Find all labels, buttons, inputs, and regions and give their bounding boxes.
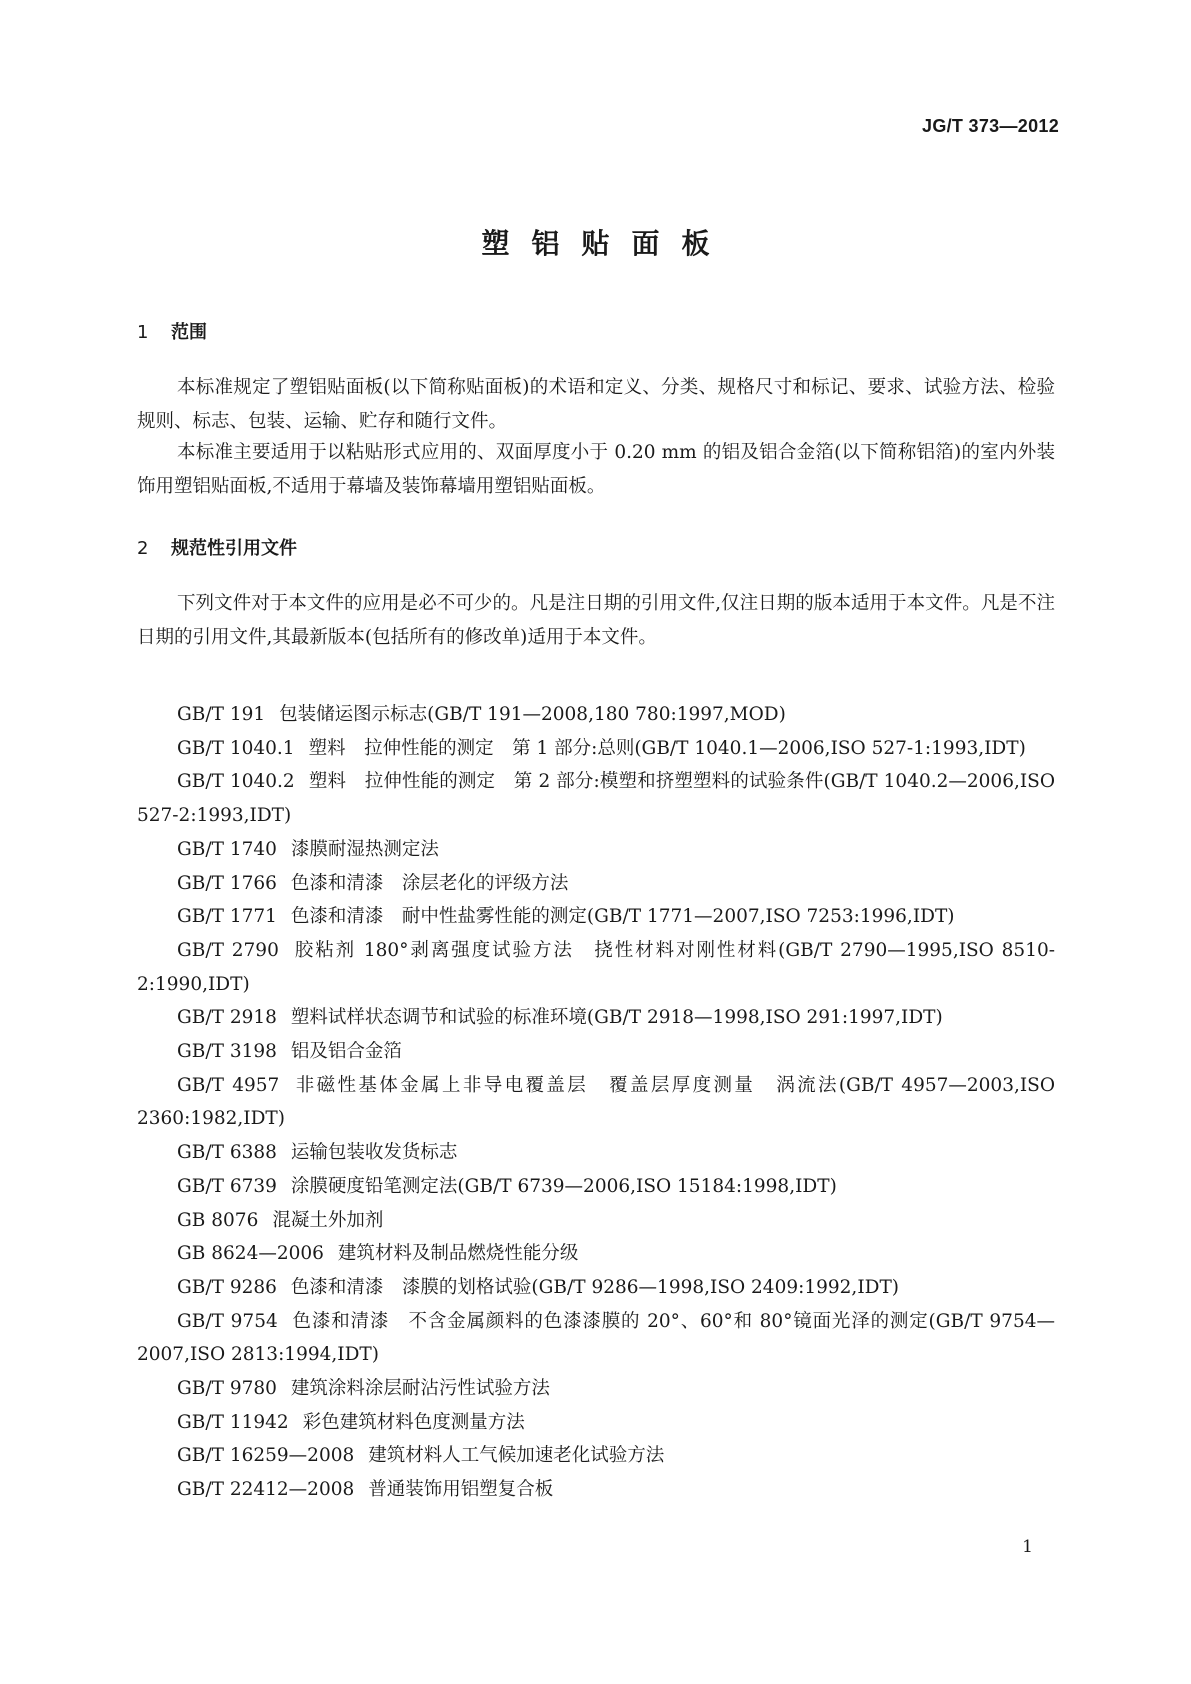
section-number: 2 xyxy=(137,538,149,559)
reference-code: GB/T 1040.2 xyxy=(177,771,295,793)
reference-title: 塑料 拉伸性能的测定 第 1 部分:总则(GB/T 1040.1—2006,ISO 527-1:1993,IDT) xyxy=(308,737,1026,759)
reference-title: 普通装饰用铝塑复合板 xyxy=(368,1479,554,1501)
reference-title: 塑料 拉伸性能的测定 第 2 部分:模塑和挤塑塑料的试验条件(GB/T 1040.2—2006,ISO 527-2:1993,IDT) xyxy=(137,771,1056,827)
page-number: 1 xyxy=(1022,1537,1033,1557)
reference-code: GB 8624—2006 xyxy=(177,1243,324,1265)
reference-item xyxy=(137,1136,1055,1170)
reference-code: GB/T 11942 xyxy=(177,1411,289,1433)
reference-item xyxy=(137,1069,1055,1136)
reference-code: GB/T 9754 xyxy=(177,1310,278,1332)
reference-title: 彩色建筑材料色度测量方法 xyxy=(302,1411,525,1433)
section-heading-normative-references xyxy=(137,534,297,560)
reference-title: 色漆和清漆 涂层老化的评级方法 xyxy=(290,872,569,894)
reference-title: 漆膜耐湿热测定法 xyxy=(290,838,439,860)
reference-title: 混凝土外加剂 xyxy=(272,1209,384,1231)
reference-code: GB/T 2790 xyxy=(177,939,279,961)
reference-code: GB/T 1740 xyxy=(177,838,277,860)
reference-code: GB/T 2918 xyxy=(177,1007,277,1029)
reference-code: GB/T 6388 xyxy=(177,1142,277,1164)
reference-code: GB 8076 xyxy=(177,1209,259,1231)
reference-item xyxy=(137,1439,1055,1473)
reference-title: 建筑涂料涂层耐沾污性试验方法 xyxy=(290,1378,550,1400)
reference-title: 铝及铝合金箔 xyxy=(290,1041,402,1063)
reference-title: 非磁性基体金属上非导电覆盖层 覆盖层厚度测量 涡流法(GB/T 4957—2003,ISO 2360:1982,IDT) xyxy=(137,1074,1055,1130)
reference-item xyxy=(137,867,1055,901)
document-title: 塑铝贴面板 xyxy=(481,227,732,260)
reference-item xyxy=(137,1473,1055,1507)
reference-code: GB/T 4957 xyxy=(177,1074,280,1096)
reference-code: GB/T 9286 xyxy=(177,1276,277,1298)
reference-list xyxy=(137,698,1055,1507)
reference-item xyxy=(137,934,1055,1001)
standard-code: JG/T 373—2012 xyxy=(922,116,1059,136)
reference-item xyxy=(137,732,1055,766)
reference-title: 运输包装收发货标志 xyxy=(290,1142,458,1164)
reference-code: GB/T 9780 xyxy=(177,1378,277,1400)
section-title: 范围 xyxy=(171,322,207,343)
reference-code: GB/T 1771 xyxy=(177,906,277,928)
reference-code: GB/T 6739 xyxy=(177,1175,277,1197)
reference-title: 建筑材料及制品燃烧性能分级 xyxy=(337,1243,579,1265)
reference-title: 包装储运图示标志(GB/T 191—2008,180 780:1997,MOD) xyxy=(279,704,786,725)
reference-item xyxy=(137,698,1055,732)
reference-item xyxy=(137,833,1055,867)
reference-title: 建筑材料人工气候加速老化试验方法 xyxy=(368,1445,665,1467)
reference-code: GB/T 16259—2008 xyxy=(177,1445,355,1467)
reference-item xyxy=(137,1204,1055,1238)
section-number: 1 xyxy=(137,322,149,343)
reference-item xyxy=(137,765,1055,832)
reference-title: 塑料试样状态调节和试验的标准环境(GB/T 2918—1998,ISO 291:1997,IDT) xyxy=(290,1007,943,1029)
reference-item xyxy=(137,1035,1055,1069)
section-heading-scope xyxy=(137,318,207,344)
reference-item xyxy=(137,1237,1055,1271)
reference-title: 色漆和清漆 漆膜的划格试验(GB/T 9286—1998,ISO 2409:1992,IDT) xyxy=(290,1276,900,1298)
reference-code: GB/T 1766 xyxy=(177,872,277,894)
reference-item xyxy=(137,1271,1055,1305)
reference-item xyxy=(137,900,1055,934)
paragraph: 本标准主要适用于以粘贴形式应用的、双面厚度小于 0.20 mm 的铝及铝合金箔(以下简称铝箔)的室内外装饰用塑铝贴面板,不适用于幕墙及装饰幕墙用塑铝贴面板。 xyxy=(137,442,1055,497)
paragraph: 本标准规定了塑铝贴面板(以下简称贴面板)的术语和定义、分类、规格尺寸和标记、要求、试验方法、检验规则、标志、包装、运输、贮存和随行文件。 xyxy=(137,377,1055,432)
reference-title: 色漆和清漆 耐中性盐雾性能的测定(GB/T 1771—2007,ISO 7253:1996,IDT) xyxy=(290,906,955,928)
reference-item xyxy=(137,1170,1055,1204)
reference-code: GB/T 22412—2008 xyxy=(177,1479,355,1501)
section-title: 规范性引用文件 xyxy=(171,538,297,559)
reference-title: 色漆和清漆 不含金属颜料的色漆漆膜的 20°、60°和 80°镜面光泽的测定(GB/T 9754—2007,ISO 2813:1994,IDT) xyxy=(137,1310,1055,1366)
reference-item xyxy=(137,1406,1055,1440)
reference-item xyxy=(137,1305,1055,1372)
reference-title: 胶粘剂 180°剥离强度试验方法 挠性材料对刚性材料(GB/T 2790—1995,ISO 8510-2:1990,IDT) xyxy=(137,939,1055,995)
reference-code: GB/T 3198 xyxy=(177,1041,277,1063)
reference-code: GB/T 191 xyxy=(177,704,266,725)
reference-code: GB/T 1040.1 xyxy=(177,737,295,759)
reference-title: 涂膜硬度铅笔测定法(GB/T 6739—2006,ISO 15184:1998,IDT) xyxy=(290,1175,837,1197)
paragraph: 下列文件对于本文件的应用是必不可少的。凡是注日期的引用文件,仅注日期的版本适用于本文件。凡是不注日期的引用文件,其最新版本(包括所有的修改单)适用于本文件。 xyxy=(137,593,1055,648)
reference-item xyxy=(137,1001,1055,1035)
reference-item xyxy=(137,1372,1055,1406)
